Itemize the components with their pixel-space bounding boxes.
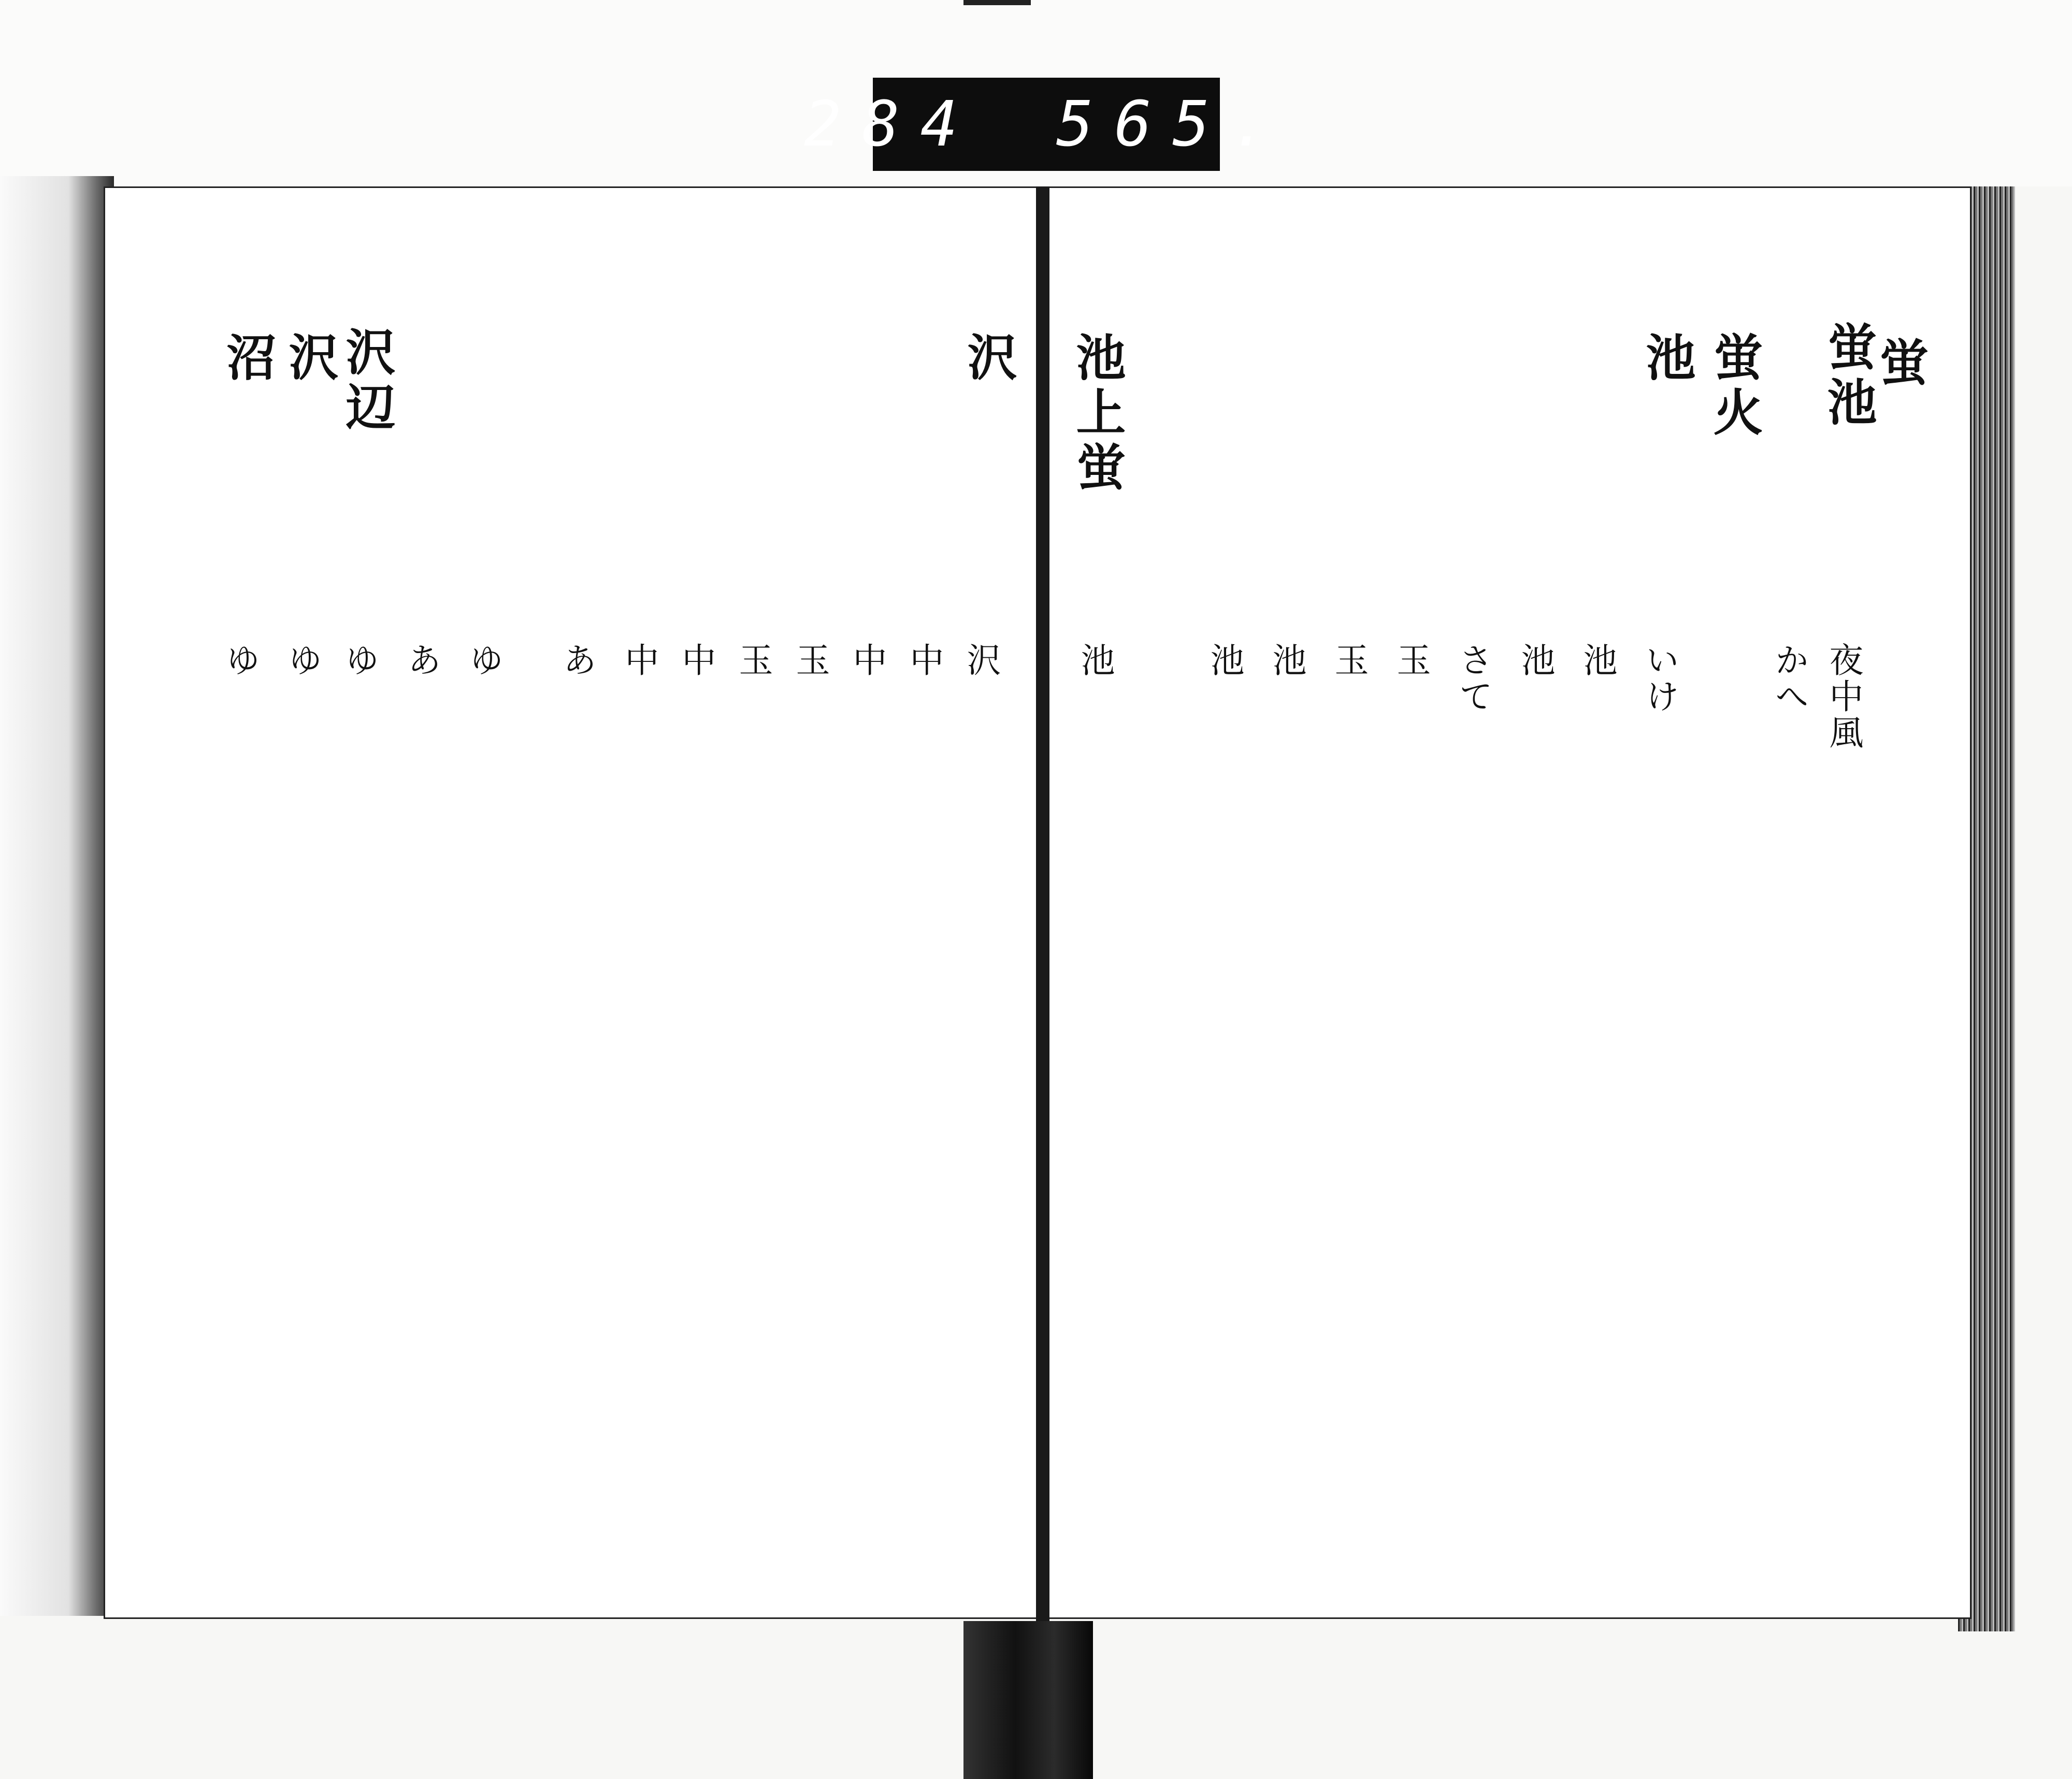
poem-column: 中 [847,642,887,678]
poem-column: 玉 [733,642,773,678]
poem-column: 池 [1075,642,1115,678]
poem-column: さて [1453,642,1493,715]
poem-column: 玉 [1391,642,1431,678]
poem-column: ゆ [282,642,322,678]
heading: 沢 [281,331,339,386]
heading: 沼 [219,331,277,386]
frame-number-left: 284 [804,88,979,161]
poem-column: 中 [619,642,659,678]
poem-column: 池 [1267,642,1306,678]
poem-column: 中 [676,642,716,678]
heading: 池上蛍 [1068,331,1127,496]
poem-column: 池 [1515,642,1555,678]
poem-column: あ [401,642,441,678]
heading: 蛍火 [1705,331,1764,441]
poem-column: あ [557,642,597,678]
poem-column: 夜中風 [1823,642,1863,751]
poem-column: ゆ [220,642,260,678]
poem-column: 中 [904,642,944,678]
book-edge-left [0,176,114,1616]
poem-column: いけ [1639,642,1679,715]
poem-column: 池 [1204,642,1244,678]
poem-column: 玉 [790,642,830,678]
book-gutter [1036,186,1049,1637]
poem-column: かへ [1769,642,1809,715]
poem-column: 池 [1577,642,1617,678]
heading: 蛍 [1871,337,1930,392]
frame-number-right: 565. [1056,88,1289,161]
frame-number-plate [804,78,1289,171]
heading: 蛍池 [1819,321,1878,431]
poem-column: ゆ [464,642,503,678]
poem-column: ゆ [339,642,379,678]
heading: 池 [1638,331,1696,386]
heading: 沢 [959,331,1018,386]
poem-column: 玉 [1329,642,1369,678]
top-edge-mark [963,0,1031,5]
heading: 沢辺 [338,326,396,436]
poem-column: 沢 [961,642,1001,678]
left-page [104,186,1044,1619]
book-spine [963,1621,1093,1779]
